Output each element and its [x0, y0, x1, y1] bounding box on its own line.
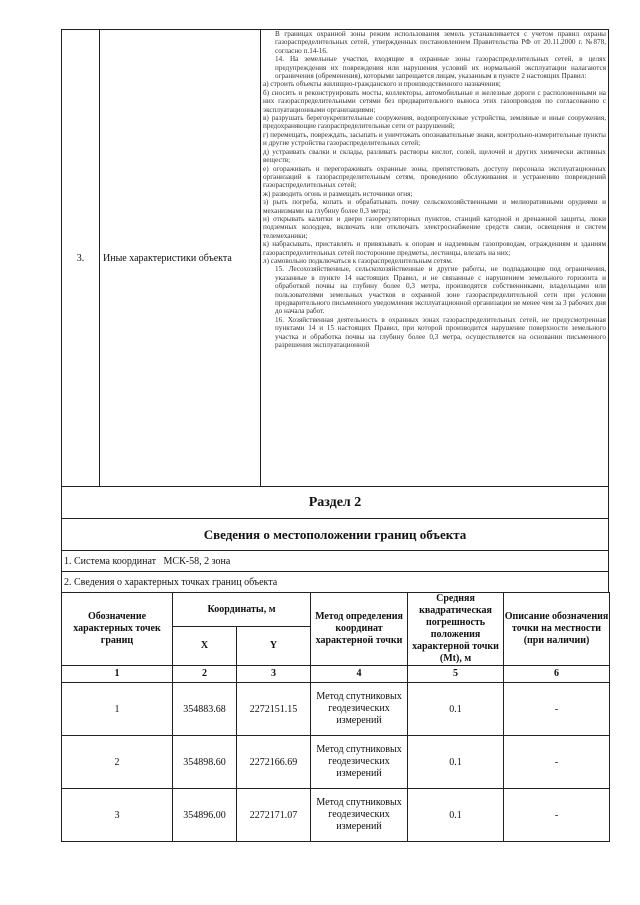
- point-y: 2272151.15: [237, 683, 311, 736]
- point-y: 2272171.07: [237, 789, 311, 842]
- col-number: 2: [173, 666, 237, 683]
- coordinate-system: [62, 551, 609, 572]
- restriction-paragraph: 14. На земельные участки, входящие в охранные зоны газораспределительных сетей, в целях предупреждения их повреждения или нарушения условий их нормальной эксплуатации налагаются ограничения (обременения), которыми запрещается лицам, указанным в пункте 2 настоящих Правил:: [275, 55, 606, 81]
- point-description: -: [504, 789, 610, 842]
- col-number: 5: [408, 666, 504, 683]
- col-number: 6: [504, 666, 610, 683]
- characteristics-table: [61, 29, 609, 593]
- table-row: [62, 789, 610, 842]
- point-x: 354898.60: [173, 736, 237, 789]
- col-number: 3: [237, 666, 311, 683]
- point-accuracy: 0.1: [408, 683, 504, 736]
- point-id: 2: [62, 736, 173, 789]
- restriction-paragraph: 16. Хозяйственная деятельность в охранных зонах газораспределительных сетей, не предусмотренная пунктами 14 и 15 настоящих Правил, при которой производится нарушение поверхности земельного участка и обработка почвы на глубину более 0,3 метра, осуществляется на основании письменного разрешения эксплуатационной: [275, 315, 606, 350]
- point-method: Метод спутниковых геодезических измерений: [311, 736, 408, 789]
- restriction-paragraph: ж) разводить огонь и размещать источники огня;: [263, 189, 413, 198]
- point-accuracy: 0.1: [408, 736, 504, 789]
- points-title: 2. Сведения о характерных точках границ объекта: [62, 572, 609, 593]
- point-x: 354883.68: [173, 683, 237, 736]
- row-other-characteristics: [62, 30, 609, 487]
- row-label: Иные характеристики объекта: [100, 30, 261, 487]
- header-designation: Обозначение характерных точек границ: [62, 593, 173, 666]
- restrictions-text: [263, 30, 606, 486]
- restriction-paragraph: 15. Лесохозяйственные, сельскохозяйственные и другие работы, не подпадающие под ограничения, указанные в пункте 14 настоящих Правил, и не связанные с нарушением земельного горизонта и обработкой почвы на глубину более 0,3 метра, производятся собственниками, владельцами или пользователями земельных участков в охранной зоне газораспределительной сети при условии предварительного письменного уведомления эксплуатационной организации не менее чем за 3 рабочих дня до начала работ.: [275, 265, 606, 316]
- header-method: Метод определения координат характерной точки: [311, 593, 408, 666]
- point-description: -: [504, 683, 610, 736]
- point-id: 3: [62, 789, 173, 842]
- coordinate-system-label: 1. Система координат: [64, 555, 157, 567]
- point-accuracy: 0.1: [408, 789, 504, 842]
- point-method: Метод спутниковых геодезических измерений: [311, 789, 408, 842]
- restriction-paragraph: В границах охранной зоны режим использования земель устанавливается с учетом правил охраны газораспределительных сетей, утвержденных постановлением Правительства РФ от 20.11.2000 г. №878, согласно п.14-16.: [275, 30, 606, 55]
- point-id: 1: [62, 683, 173, 736]
- restriction-paragraph: е) огораживать и перегораживать охранные зоны, препятствовать доступу персонала эксплуатационных организаций к газораспределительным сетям, проведению обслуживания и устранению повреждений газораспределительных сетей;: [263, 164, 606, 190]
- header-coordinates: Координаты, м: [173, 593, 311, 627]
- restriction-paragraph: д) устраивать свалки и склады, разливать растворы кислот, солей, щелочей и других химически активных веществ;: [263, 147, 606, 165]
- header-accuracy: Средняя квадратическая погрешность положения характерной точки (Mt), м: [408, 593, 504, 666]
- section-subtitle: Сведения о местоположении границ объекта: [62, 519, 609, 551]
- boundary-points-table: [61, 592, 610, 842]
- row-number: 3.: [62, 30, 100, 487]
- row-text-cell: [261, 30, 609, 487]
- restriction-paragraph: а) строить объекты жилищно-гражданского и производственного назначения;: [263, 80, 501, 89]
- col-number: 4: [311, 666, 408, 683]
- coordinate-system-value: МСК-58, 2 зона: [163, 555, 231, 567]
- restriction-paragraph: в) разрушать берегоукрепительные сооружения, водопропускные устройства, земляные и иные сооружения, предохраняющие газораспределительные сети от разрушений;: [263, 114, 606, 131]
- column-numbers-row: [62, 666, 610, 683]
- point-y: 2272166.69: [237, 736, 311, 789]
- restriction-paragraph: б) сносить и реконструировать мосты, коллекторы, автомобильные и железные дороги с расположенными на них газораспределительными сетями без предварительного выноса этих газопроводов по согласованию с эксплуатационными организациями;: [263, 88, 606, 114]
- restriction-paragraph: к) набрасывать, приставлять и привязывать к опорам и надземным газопроводам, ограждениям и зданиям газораспределительных сетей посторонние предметы, лестницы, влезать на них;: [263, 240, 606, 257]
- restriction-paragraph: и) открывать калитки и двери газорегуляторных пунктов, станций катодной и дренажной защиты, люки подземных колодцев, включать или отключать электроснабжение средств связи, освещения и систем телемеханики;: [263, 214, 606, 240]
- restriction-paragraph: з) рыть погреба, копать и обрабатывать почву сельскохозяйственными и мелиоративными орудиями и механизмами на глубину более 0,3 метра;: [263, 198, 606, 215]
- section-title: Раздел 2: [62, 487, 609, 519]
- table-row: [62, 736, 610, 789]
- col-number: 1: [62, 666, 173, 683]
- header-description: Описание обозначения точки на местности (при наличии): [504, 593, 610, 666]
- point-method: Метод спутниковых геодезических измерений: [311, 683, 408, 736]
- restriction-paragraph: г) перемещать, повреждать, засыпать и уничтожать опознавательные знаки, контрольно-измерительные пункты и другие устройства газораспределительных сетей;: [263, 130, 606, 148]
- document-page: [61, 29, 609, 842]
- point-description: -: [504, 736, 610, 789]
- restriction-paragraph: л) самовольно подключаться к газораспределительным сетям.: [263, 256, 453, 265]
- header-y: Y: [237, 627, 311, 666]
- point-x: 354896.00: [173, 789, 237, 842]
- header-x: X: [173, 627, 237, 666]
- table-row: [62, 683, 610, 736]
